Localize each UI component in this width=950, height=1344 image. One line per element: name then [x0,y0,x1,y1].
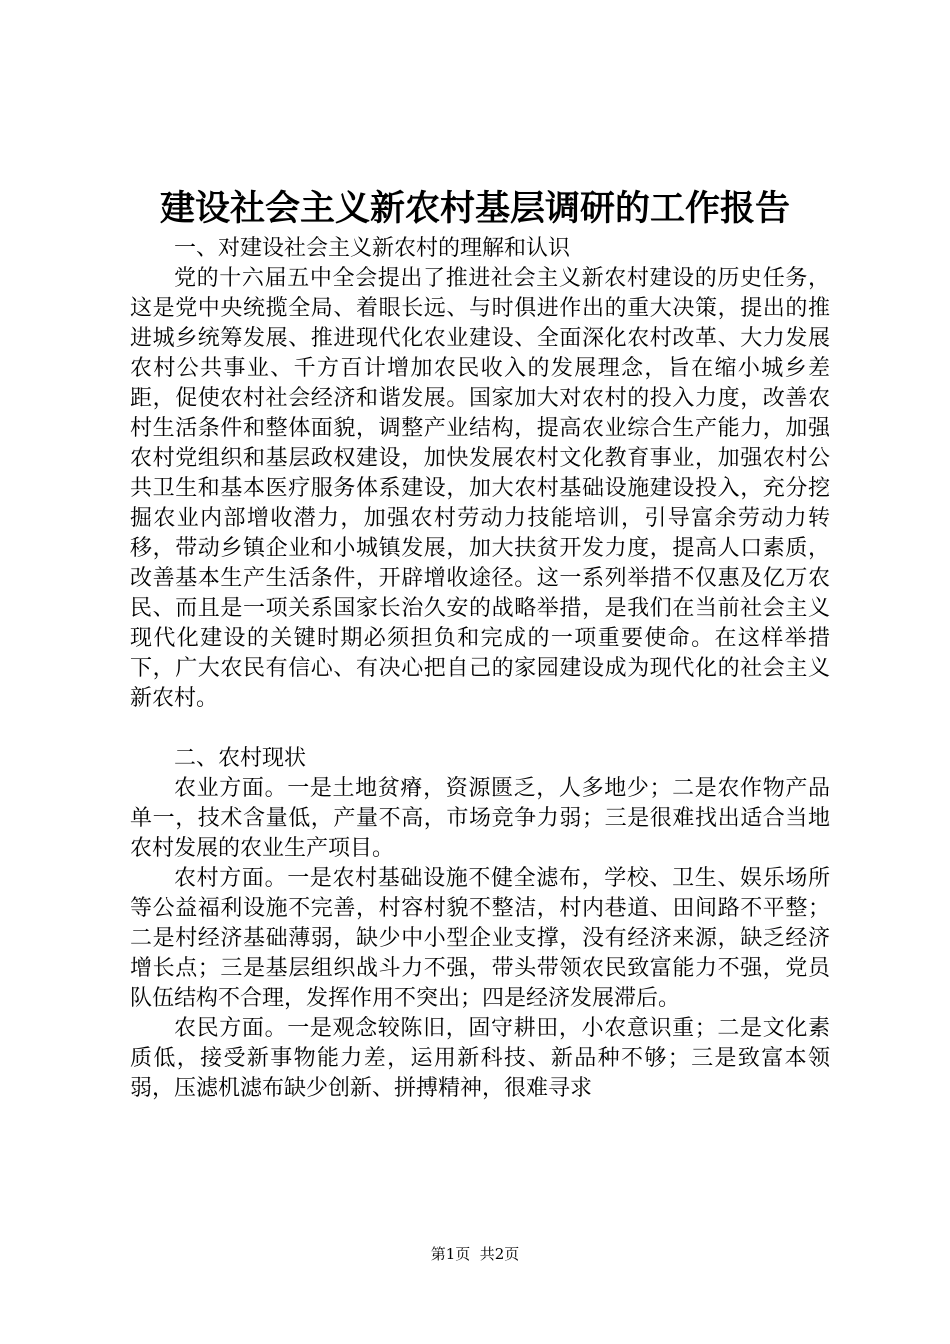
paragraph: 党的十六届五中全会提出了推进社会主义新农村建设的历史任务，这是党中央统揽全局、着眼长远、与时俱进作出的重大决策，提出的推进城乡统筹发展、推进现代化农业建设、全面深化农村改革、大力发展农村公共事业、千方百计增加农民收入的发展理念，旨在缩小城乡差距，促使农村社会经济和谐发展。国家加大对农村的投入力度，改善农村生活条件和整体面貌，调整产业结构，提高农业综合生产能力，加强农村党组织和基层政权建设，加快发展农村文化教育事业，加强农村公共卫生和基本医疗服务体系建设，加大农村基础设施建设投入，充分挖掘农业内部增收潜力，加强农村劳动力技能培训，引导富余劳动力转移，带动乡镇企业和小城镇发展，加大扶贫开发力度，提高人口素质，改善基本生产生活条件，开辟增收途径。这一系列举措不仅惠及亿万农民、而且是一项关系国家长治久安的战略举措，是我们在当前社会主义现代化建设的关键时期必须担负和完成的一项重要使命。在这样举措下，广大农民有信心、有决心把自己的家园建设成为现代化的社会主义新农村。 [130,266,830,711]
paragraph: 农业方面。一是土地贫瘠，资源匮乏，人多地少；二是农作物产品单一，技术含量低，产量不高，市场竞争力弱；三是很难找出适合当地农村发展的农业生产项目。 [130,776,830,861]
page-footer: 第1页 共2页 [430,1245,520,1263]
section-heading-2: 二、农村现状 [174,746,307,771]
document-body [130,234,830,1104]
paragraph: 农民方面。一是观念较陈旧，固守耕田，小农意识重；二是文化素质低，接受新事物能力差，运用新科技、新品种不够；三是致富本领弱，压滤机滤布缺少创新、拼搏精神，很难寻求 [130,1016,830,1101]
document-title: 建设社会主义新农村基层调研的工作报告 [159,188,790,229]
paragraph: 农村方面。一是农村基础设施不健全滤布，学校、卫生、娱乐场所等公益福利设施不完善，村容村貌不整洁，村内巷道、田间路不平整；二是村经济基础薄弱，缺少中小型企业支撑，没有经济来源，缺乏经济增长点；三是基层组织战斗力不强，带头带领农民致富能力不强，党员队伍结构不合理，发挥作用不突出；四是经济发展滞后。 [130,866,830,1011]
paragraph-spacer [130,714,830,744]
section-heading-1: 一、对建设社会主义新农村的理解和认识 [174,236,571,261]
